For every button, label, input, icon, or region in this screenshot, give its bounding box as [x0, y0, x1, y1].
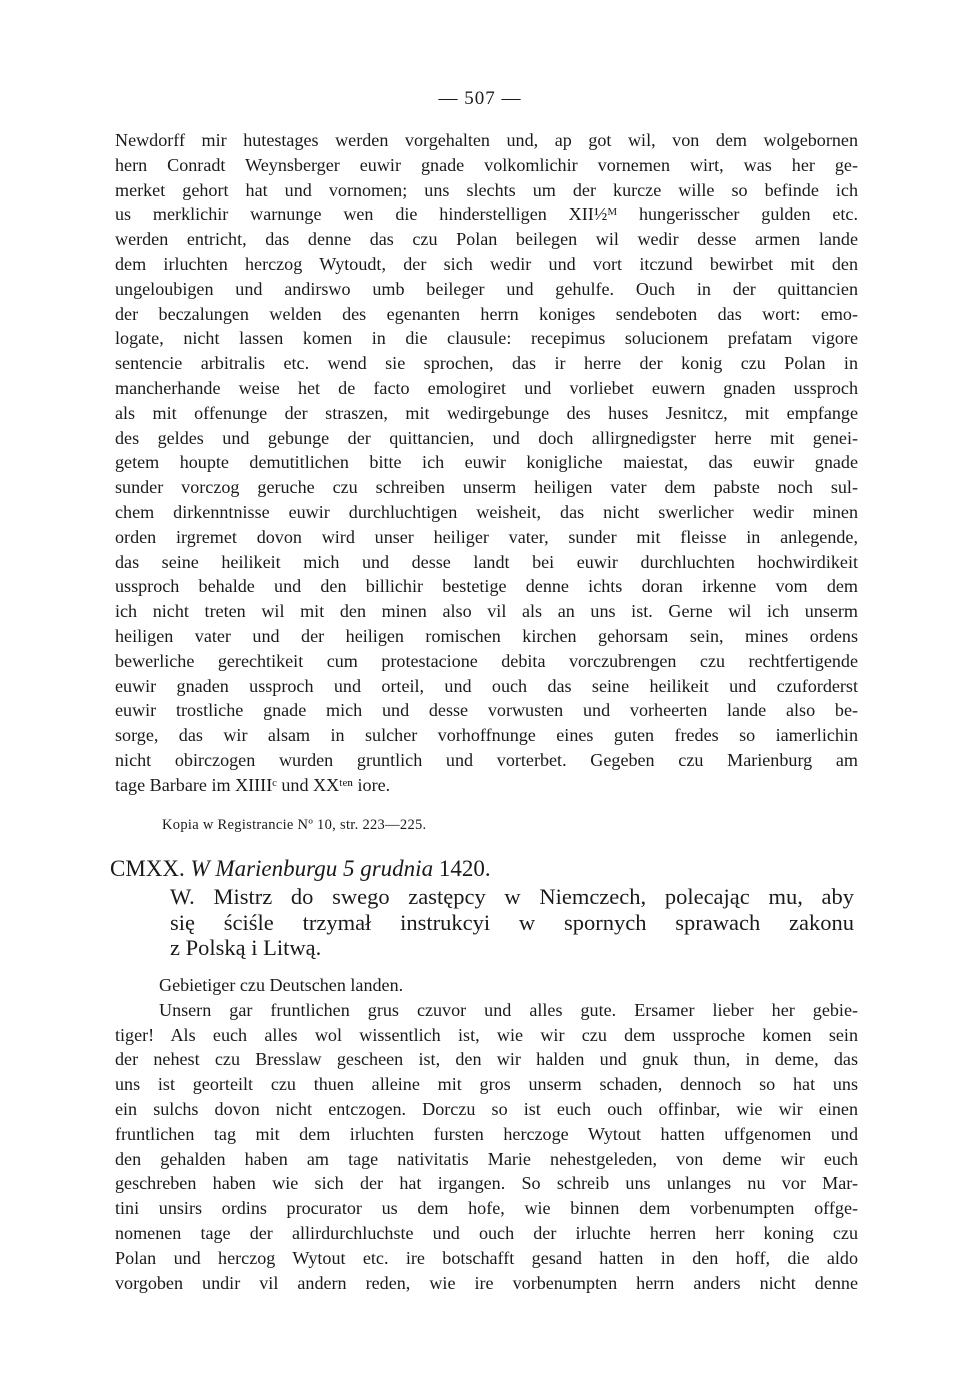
- letter-continuation: [115, 128, 858, 798]
- text-line: Unsern gar fruntlichen grus czuvor und alles gute. Ersamer lieber her gebie-: [159, 999, 858, 1020]
- text-line: das seine heilikeit mich und desse landt bei euwir durchluchten hochwirdikeit: [115, 551, 858, 572]
- text-line: logate, nicht lassen komen in die clausule: recepimus solucionem prefatam vigore: [115, 328, 858, 349]
- text-line: ungeloubigen und andirswo umb beileger und gehulfe. Ouch in der quittancien: [115, 278, 858, 299]
- text-line: się ściśle trzymał instrukcyi w spornych sprawach zakonu: [170, 909, 854, 935]
- text-line: sentencie arbitralis etc. wend sie sprochen, das ir herre der konig czu Polan in: [115, 353, 858, 374]
- document-number: CMXX.: [110, 856, 185, 881]
- document-year: 1420.: [438, 856, 491, 881]
- text-line: dem irluchten herczog Wytoudt, der sich wedir und vort itczund bewirbet mit den: [115, 253, 858, 274]
- text-line: Polan und herczog Wytout etc. ire botschafft gesand hatten in den hoff, die aldo: [115, 1247, 858, 1268]
- text-line: heiligen vater und der heiligen romischen kirchen gehorsam sein, mines ordens: [115, 625, 858, 646]
- text-line: ussproch behalde und den billichir bestetige denne ichts doran irkenne vom dem: [115, 576, 858, 597]
- text-line: nicht obirczogen wurden gruntlich und vorterbet. Gegeben czu Marienburg am: [115, 749, 858, 770]
- text-line: z Polską i Litwą.: [170, 935, 322, 960]
- text-line: tiger! Als euch alles wol wissentlich ist, wie wir czu dem ussproche komen sein: [115, 1024, 858, 1045]
- text-line: geschreben haben wie sich der hat irgangen. So schreib uns unlanges nu vor Mar-: [115, 1173, 858, 1194]
- text-line: ein sulchs dovon nicht entczogen. Dorczu so ist euch ouch offinbar, wie wir einen: [115, 1098, 858, 1119]
- letter-body: [115, 973, 858, 1295]
- text-line: mancherhande weise het de facto emologiret und vorliebet euwern gnaden ussproch: [115, 377, 858, 398]
- text-line: getem houpte demutitlichen bitte ich euwir konigliche maiestat, das euwir gnade: [115, 452, 858, 473]
- text-line: als mit offenunge der straszen, mit wedirgebunge des huses Jesnitcz, mit empfange: [115, 402, 858, 423]
- text-line: merket gehort hat und vornomen; uns slechts um der kurcze wille so befinde ich: [115, 179, 858, 200]
- document-summary: [170, 884, 854, 961]
- text-line: Newdorff mir hutestages werden vorgehalten und, ap got wil, von dem wolgebornen: [115, 130, 858, 150]
- text-line: des geldes und gebunge der quittancien, und doch allirgnedigster herre mit genei-: [115, 427, 858, 448]
- text-line: sunder vorczog geruche czu schreiben unserm heiligen vater dem pabste noch sul-: [115, 477, 858, 498]
- document-heading: [110, 855, 491, 883]
- text-line: euwir gnaden ussproch und orteil, und ouch das seine heilikeit und czuforderst: [115, 675, 858, 696]
- text-line: den gehalden haben am tage nativitatis Marie nehestgeleden, von deme wir euch: [115, 1148, 858, 1169]
- source-note: Kopia w Registrancie Nº 10, str. 223—225.: [162, 817, 427, 833]
- text-line: orden irgremet dovon wird unser heiliger vater, sunder mit fleisse in anlegende,: [115, 526, 858, 547]
- text-line: tini unsirs ordins procurator us dem hofe, wie binnen dem vorbenumpten offge-: [115, 1198, 858, 1219]
- text-line: vorgoben undir vil andern reden, wie ire vorbenumpten herrn anders nicht denne: [115, 1272, 858, 1293]
- text-line: ich nicht treten wil mit den minen also vil als an uns ist. Gerne wil ich unserm: [115, 601, 858, 622]
- text-line: hern Conradt Weynsberger euwir gnade volkomlichir vornemen wirt, was her ge-: [115, 154, 858, 175]
- text-line: chem dirkenntnisse euwir durchluchtigen weisheit, das nicht swerlicher wedir minen: [115, 501, 858, 522]
- text-line: bewerliche gerechtikeit cum protestacione debita vorczubrengen czu rechtfertigende: [115, 650, 858, 671]
- text-line: der beczalungen welden des egenanten herrn koniges sendeboten das wort: emo-: [115, 303, 858, 324]
- text-line: sorge, das wir alsam in sulcher vorhoffnunge eines guten fredes so iamerlichin: [115, 725, 858, 746]
- text-line: der nehest czu Bresslaw gescheen ist, den wir halden und gnuk thun, in deme, das: [115, 1049, 858, 1070]
- text-line: tage Barbare im XIIIIᶜ und XXᵗᵉⁿ iore.: [115, 774, 391, 795]
- page-number: — 507 —: [438, 88, 522, 109]
- text-line: W. Mistrz do swego zastępcy w Niemczech, polecając mu, aby: [170, 884, 854, 909]
- text-line: euwir trostliche gnade mich und desse vorwusten und vorheerten lande also be-: [115, 700, 858, 721]
- text-line: werden entricht, das denne das czu Polan beilegen wil wedir desse armen lande: [115, 229, 858, 250]
- letter-addressee: Gebietiger czu Deutschen landen.: [159, 975, 404, 995]
- text-line: us merklichir warnunge wen die hinderstelligen XII½ᴹ hungerisscher gulden etc.: [115, 204, 858, 225]
- document-place-date: W Marienburgu 5 grudnia: [190, 856, 434, 881]
- text-line: fruntlichen tag mit dem irluchten fursten herczoge Wytout hatten uffgenomen und: [115, 1123, 858, 1144]
- text-line: uns ist georteilt czu thuen alleine mit gros unserm schaden, dennoch so hat uns: [115, 1074, 858, 1095]
- text-line: nomenen tage der allirdurchluchste und ouch der irluchte herren herr koning czu: [115, 1222, 858, 1243]
